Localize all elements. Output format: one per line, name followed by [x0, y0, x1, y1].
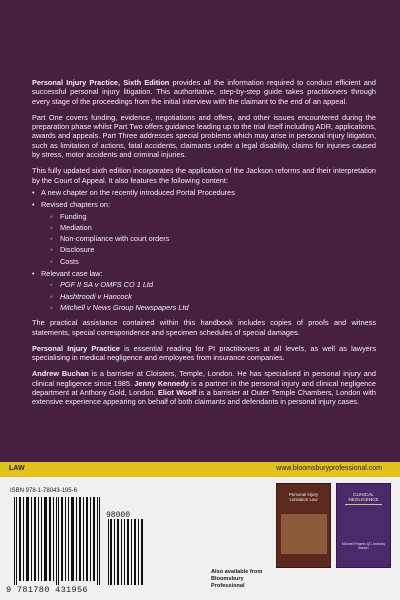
cover-image [281, 514, 327, 554]
list-item: ◦ Non-compliance with court orders [41, 234, 376, 243]
intro-text: provides all the information required to conduct efficient and successful personal injury litigation. This authoritative, step-by-step guide takes practitioners through every stage of the proceedings from the initial interview with the claimant to the end of an appeal. [32, 78, 376, 106]
parts-paragraph: Part One covers funding, evidence, negotiations and offers, and other issues encountered during the preparation phase whilst Part Two offers guidance leading up to the trial itself including ADR, applications, awards and appeals. Part Three addresses special problems which may arise in personal injury litigation, such as limitation of actions, fatal accidents, claimants under a legal disability, claims for injuries caused by stress, motor accidents and criminal injuries. [32, 112, 376, 160]
list-item: • Relevant case law: ◦ PGF II SA v OMFS CO 1 Ltd ◦ Hashtroodi v Hancock ◦ Mitchell v News Group Newspapers Ltd [32, 269, 376, 312]
case-law-list [41, 280, 376, 312]
isbn-digits: 9 781780 431956 [6, 585, 88, 595]
list-item: ◦ Costs [41, 257, 376, 266]
price-code: 98000 [106, 511, 131, 520]
book-title: Personal Injury Limitation Law [288, 492, 319, 503]
book-authors: Michael Powers QC Anthony Barton [341, 542, 386, 551]
isbn-label: ISBN 978-1-78043-195-6 [10, 488, 78, 494]
back-cover-blurb [32, 78, 376, 414]
revised-chapters-list [41, 212, 376, 266]
assistance-paragraph: The practical assistance contained within this handbook includes copies of proofs and witness statements, special correspondence and specimen schedules of special damages. [32, 318, 376, 337]
book-title: CLINICAL NEGLIGENCE [348, 492, 379, 503]
authors-paragraph: Andrew Buchan is a barrister at Cloisters, Temple, London. He has specialised in personal injury and clinical negligence since 1985. Jenny Kennedy is a partner in the personal injury and clinical negligence department at Anthony Gold, London. Eliot Woolf is a barrister at Outer Temple Chambers, London with extensive experience appearing on behalf of both claimants and defendants in personal injury cases. [32, 369, 376, 407]
list-item: ◦ Mitchell v News Group Newspapers Ltd [41, 303, 376, 312]
website-link[interactable]: www.bloomsburyprofessional.com [276, 465, 382, 472]
list-item: ◦ Mediation [41, 223, 376, 232]
essential-title: Personal Injury Practice [32, 343, 120, 353]
list-item: ◦ Disclosure [41, 245, 376, 254]
intro-paragraph [32, 78, 376, 106]
related-book-cover[interactable] [276, 483, 331, 568]
list-item: ◦ Funding [41, 212, 376, 221]
features-list [32, 188, 376, 312]
category-label: LAW [9, 465, 25, 472]
list-item: ◦ PGF II SA v OMFS CO 1 Ltd [41, 280, 376, 289]
list-item: • A new chapter on the recently introduced Portal Procedures [32, 188, 376, 197]
category-bar [0, 462, 400, 477]
divider [345, 504, 382, 505]
list-item: ◦ Hashtroodi v Hancock [41, 292, 376, 301]
essential-paragraph: Personal Injury Practice is essential reading for PI practitioners at all levels, as well as lawyers specialising in medical negligence and employees from insurance companies. [32, 343, 376, 363]
edition-paragraph: This fully updated sixth edition incorporates the application of the Jackson reforms and their interpretation by the Court of Appeal. It also features the following content: [32, 166, 376, 185]
related-book-cover[interactable] [336, 483, 391, 568]
intro-title: Personal Injury Practice, Sixth Edition [32, 78, 170, 87]
barcode [4, 488, 152, 595]
list-item: • Revised chapters on: ◦ Funding ◦ Mediation ◦ Non-compliance with court orders ◦ Disclosure ◦ Costs [32, 200, 376, 266]
also-available-text: Also available from Bloomsbury Professional [211, 569, 263, 589]
